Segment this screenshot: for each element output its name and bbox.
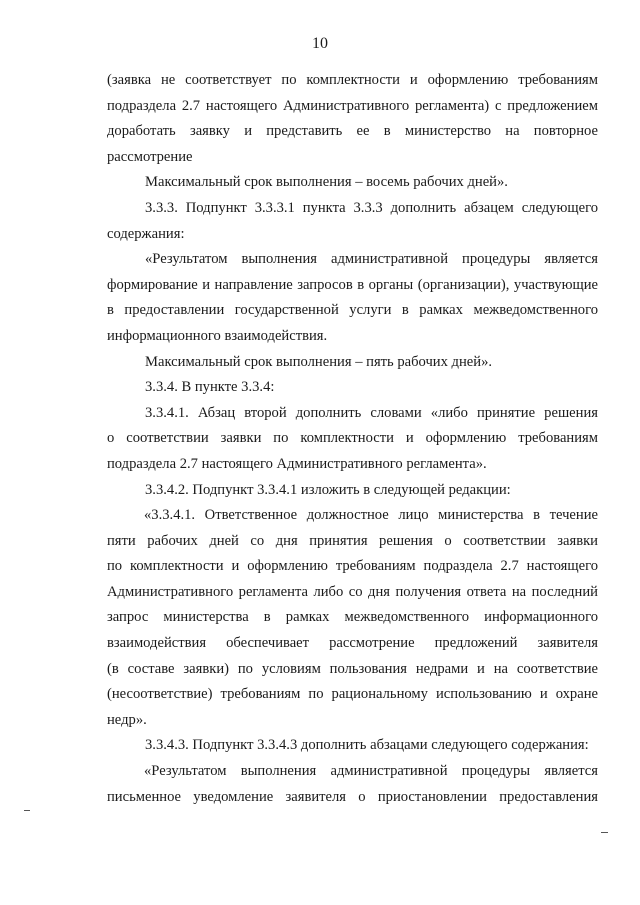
text-line: 3.3.3. Подпункт 3.3.3.1 пункта 3.3.3 дополнить абзацем следующего <box>145 199 598 216</box>
text-line: 3.3.4.1. Абзац второй дополнить словами «либо принятие решения <box>145 404 598 421</box>
text-line: Максимальный срок выполнения – восемь рабочих дней». <box>145 174 508 191</box>
text-line: «Результатом выполнения административной процедуры является <box>145 251 598 268</box>
text-line: в предоставлении государственной услуги в рамках межведомственного <box>107 302 598 319</box>
text-line: (заявка не соответствует по комплектности и оформлению требованиям <box>107 72 598 88</box>
text-line: содержания: <box>107 225 185 242</box>
text-line: по комплектности и оформлению требованиям подраздела 2.7 настоящего <box>107 558 598 575</box>
text-line: Административного регламента либо со дня получения ответа на последний <box>107 583 598 600</box>
scan-speck <box>601 832 608 833</box>
text-line: «Результатом выполнения административной процедуры является <box>144 763 598 780</box>
text-line: Максимальный срок выполнения – пять рабочих дней». <box>145 353 493 370</box>
text-line: письменное уведомление заявителя о приостановлении предоставления <box>107 788 598 805</box>
text-line: формирование и направление запросов в органы (организации), участвующие <box>107 276 598 293</box>
text-line: доработать заявку и представить ее в министерство на повторное <box>107 123 598 140</box>
page-number: 10 <box>312 35 328 52</box>
text-line: недр». <box>107 711 147 728</box>
text-line: 3.3.4.2. Подпункт 3.3.4.1 изложить в следующей редакции: <box>145 481 511 498</box>
text-line: (в составе заявки) по условиям пользования недрами и на соответствие <box>107 660 598 677</box>
text-line: информационного взаимодействия. <box>107 327 328 344</box>
text-line: (несоответствие) требованиям по рациональному использованию и охране <box>107 686 598 703</box>
text-line: подраздела 2.7 настоящего Административного регламента) с предложением <box>107 97 598 114</box>
scan-speck <box>24 810 30 811</box>
text-line: 3.3.4. В пункте 3.3.4: <box>145 379 275 396</box>
text-line: «3.3.4.1. Ответственное должностное лицо министерства в течение <box>144 507 598 524</box>
text-line: рассмотрение <box>107 148 193 165</box>
document-body <box>107 68 598 810</box>
text-line: пяти рабочих дней со дня принятия решения о соответствии заявки <box>107 532 598 549</box>
text-line: подраздела 2.7 настоящего Административного регламента». <box>107 455 487 472</box>
text-line: 3.3.4.3. Подпункт 3.3.4.3 дополнить абзацами следующего содержания: <box>145 737 589 754</box>
text-line: взаимодействия обеспечивает рассмотрение предложений заявителя <box>107 635 598 652</box>
text-line: запрос министерства в рамках межведомственного информационного <box>107 609 598 626</box>
text-line: о соответствии заявки по комплектности и оформлению требованиям <box>107 430 598 447</box>
